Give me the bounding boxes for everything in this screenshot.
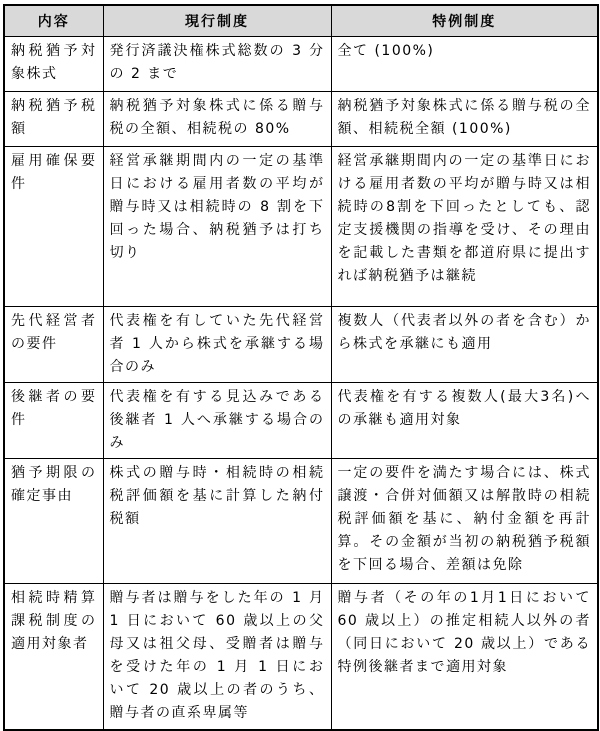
cell-current: 株式の贈与時・相続時の相続税評価額を基に計算した納付税額 [103,459,331,584]
cell-special: 代表権を有する複数人(最大3名)への承継も適用対象 [331,383,598,459]
cell-special: 納税猶予対象株式に係る贈与税の全額、相続税全額 (100%) [331,92,598,147]
cell-current: 納税猶予対象株式に係る贈与税の全額、相続税の 80% [103,92,331,147]
cell-current: 贈与者は贈与をした年の 1 月 1 日において 60 歳以上の父母又は祖父母、受贈者は贈与を受けた年の 1 月 1 日において 20 歳以上の者のうち、贈与者の直系卑属等 [103,584,331,730]
table-row [4,147,598,307]
table-row [4,383,598,459]
cell-item: 相続時精算課税制度の適用対象者 [4,584,103,730]
cell-item: 納税猶予対象株式 [4,37,103,92]
cell-special: 経営承継期間内の一定の基準日における雇用者数の平均が贈与時又は相続時の8割を下回ったとしても、認定支援機関の指導を受け、その理由を記載した書類を都道府県に提出すれば納税猶予は継続 [331,147,598,307]
col-header-special: 特例制度 [331,5,598,37]
cell-item: 雇用確保要件 [4,147,103,307]
col-header-item: 内容 [4,5,103,37]
table-row [4,459,598,584]
col-header-current: 現行制度 [103,5,331,37]
cell-special: 複数人（代表者以外の者を含む）から株式を承継にも適用 [331,307,598,383]
cell-item: 納税猶予税額 [4,92,103,147]
cell-current: 発行済議決権株式総数の 3 分の 2 まで [103,37,331,92]
table-row [4,37,598,92]
cell-item: 猶予期限の確定事由 [4,459,103,584]
header-row [4,5,598,37]
cell-special: 贈与者（その年の1月1日において 60 歳以上）の推定相続人以外の者（同日において 20 歳以上）である特例後継者まで適用対象 [331,584,598,730]
cell-item: 先代経営者の要件 [4,307,103,383]
cell-current: 経営承継期間内の一定の基準日における雇用者数の平均が贈与時又は相続時の 8 割を下回った場合、納税猶予は打ち切り [103,147,331,307]
document-page [3,4,597,731]
cell-current: 代表権を有する見込みである後継者 1 人へ承継する場合のみ [103,383,331,459]
cell-item: 後継者の要件 [4,383,103,459]
table-row [4,92,598,147]
cell-current: 代表権を有していた先代経営者 1 人から株式を承継する場合のみ [103,307,331,383]
comparison-table [3,4,599,731]
table-row [4,307,598,383]
cell-special: 一定の要件を満たす場合には、株式譲渡・合併対価額又は解散時の相続税評価額を基に、納付金額を再計算。その金額が当初の納税猶予税額を下回る場合、差額は免除 [331,459,598,584]
table-row [4,584,598,730]
cell-special: 全て (100%) [331,37,598,92]
